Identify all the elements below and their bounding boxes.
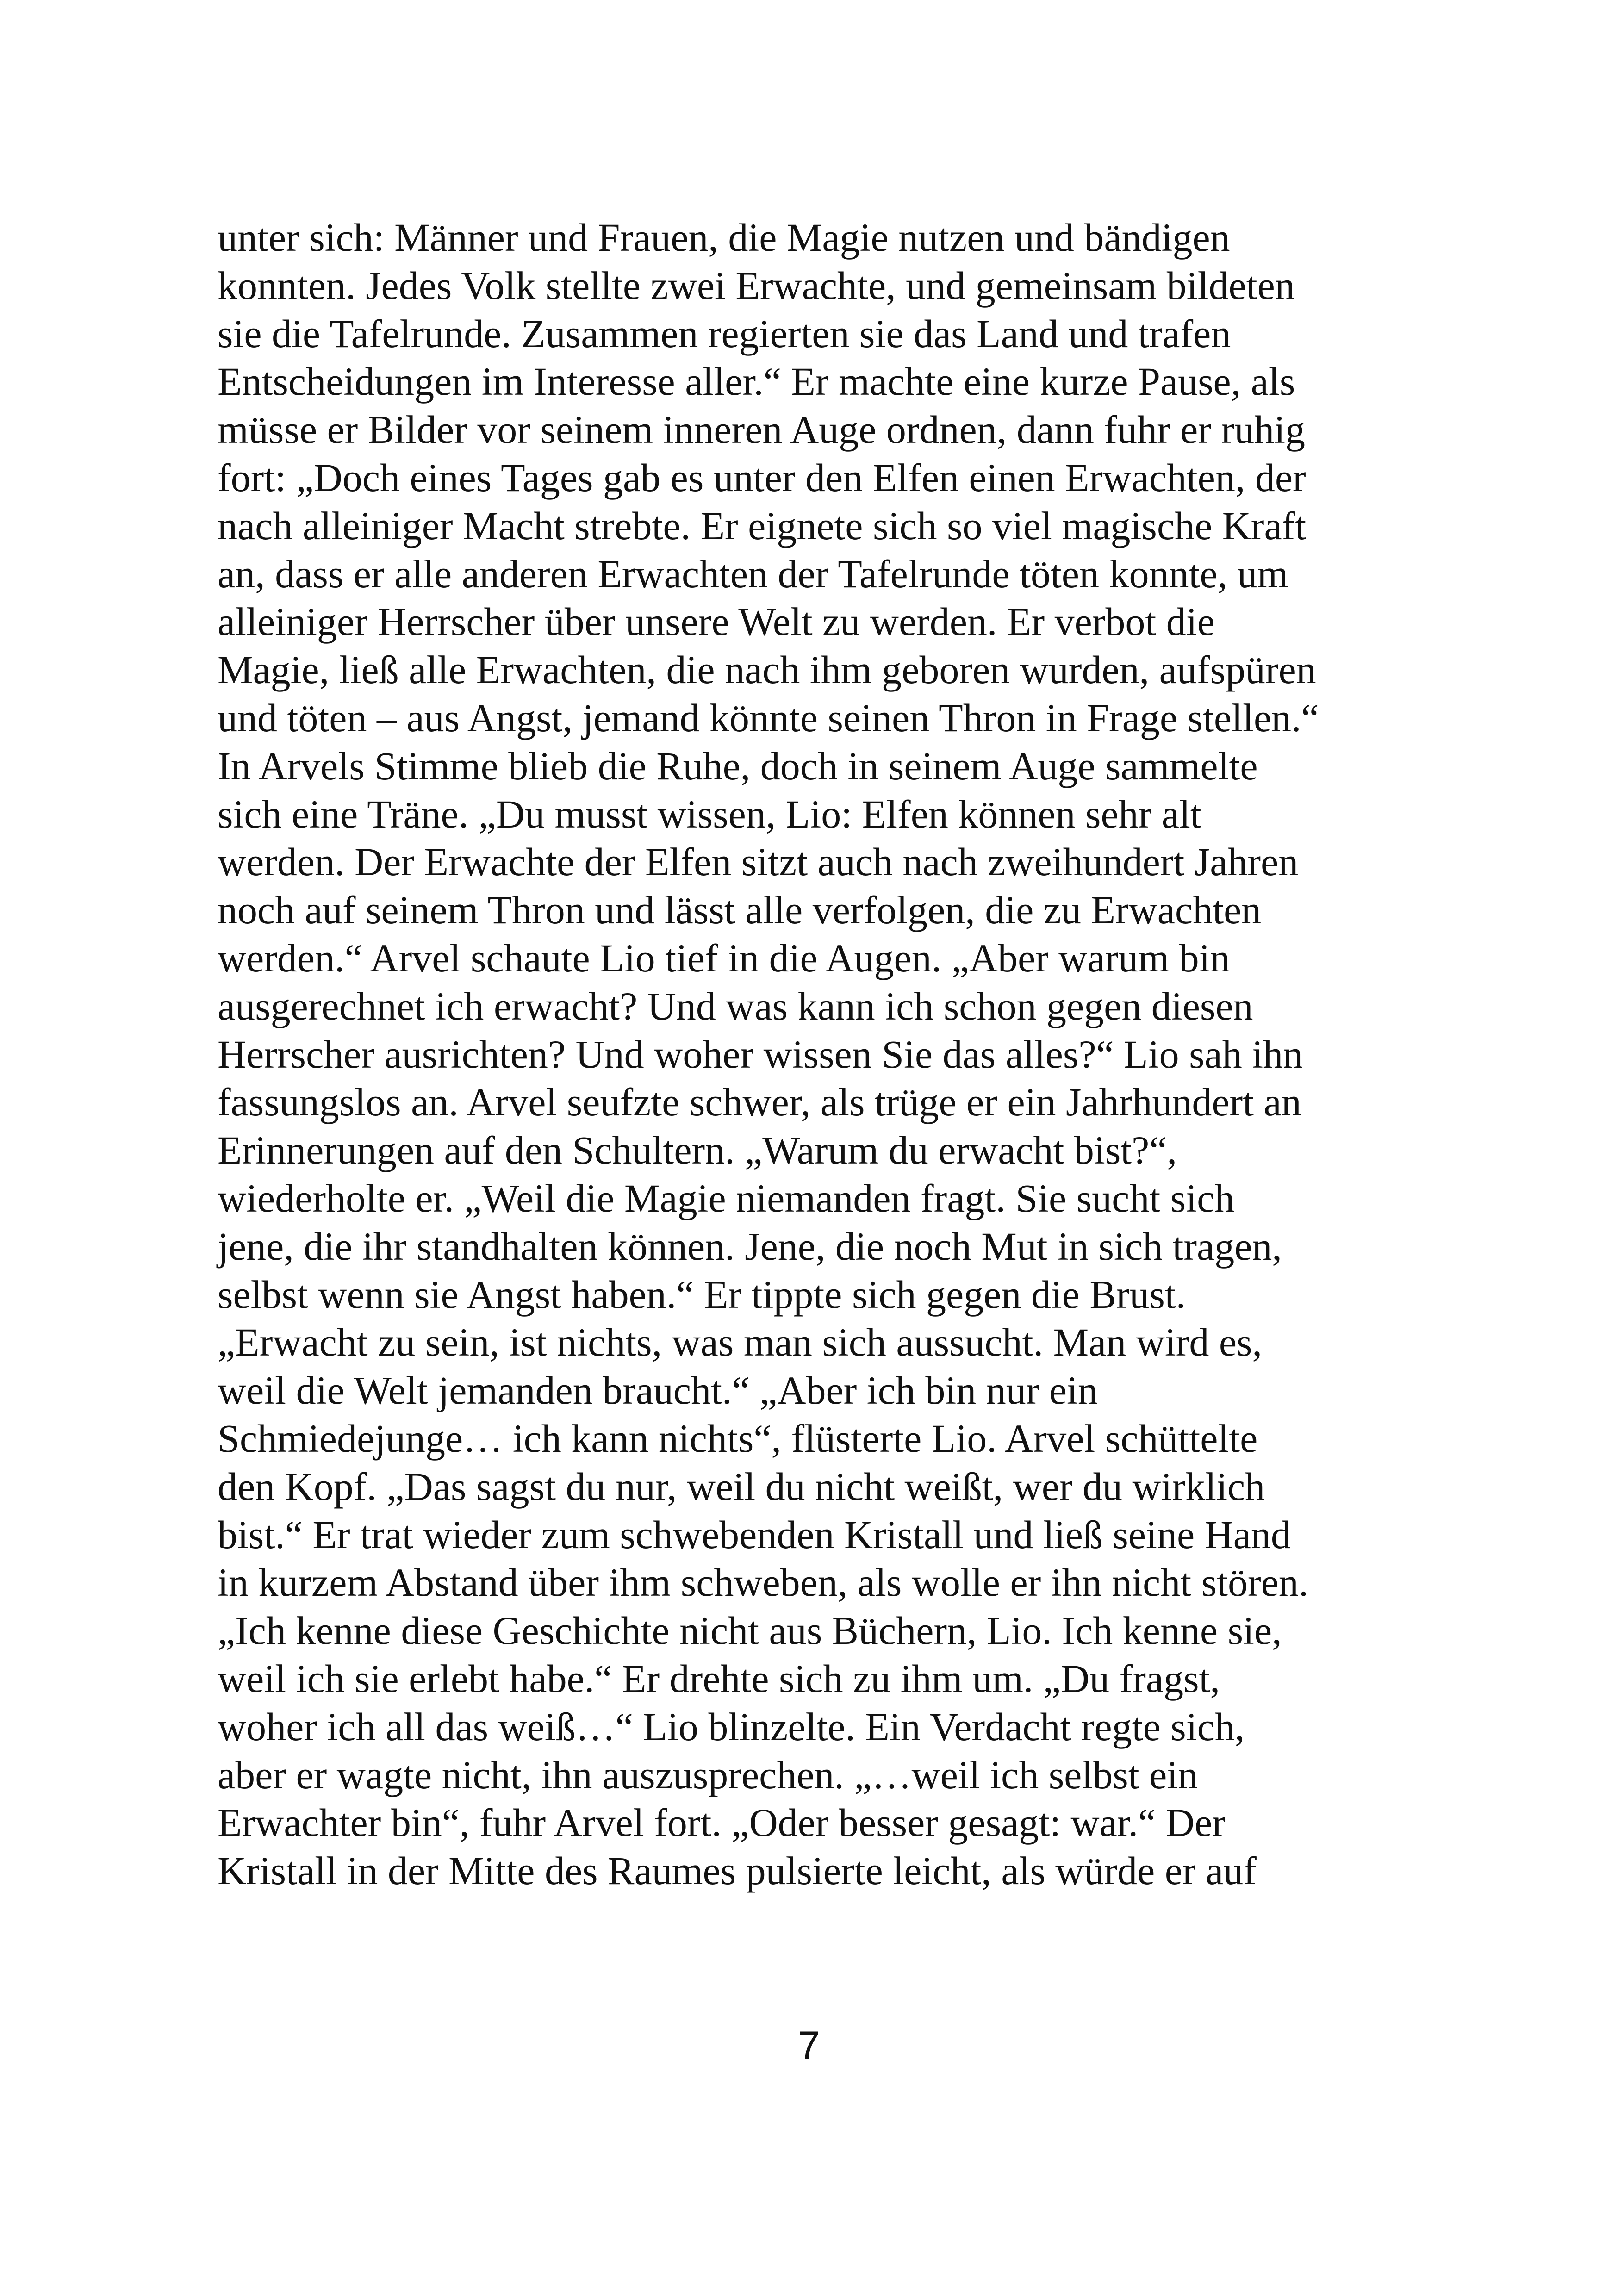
text-line: woher ich all das weiß…“ Lio blinzelte. Ein Verdacht regte sich, (218, 1704, 1245, 1749)
text-line: in kurzem Abstand über ihm schweben, als wolle er ihn nicht stören. (218, 1560, 1309, 1605)
text-line: weil ich sie erlebt habe.“ Er drehte sich zu ihm um. „Du fragst, (218, 1656, 1220, 1701)
text-line: fassungslos an. Arvel seufzte schwer, als trüge er ein Jahrhundert an (218, 1080, 1301, 1125)
text-line: sich eine Träne. „Du musst wissen, Lio: Elfen können sehr alt (218, 791, 1201, 836)
text-line: nach alleiniger Macht strebte. Er eignete sich so viel magische Kraft (218, 503, 1307, 548)
text-line: an, dass er alle anderen Erwachten der Tafelrunde töten konnte, um (218, 551, 1288, 596)
text-line: wiederholte er. „Weil die Magie niemanden fragt. Sie sucht sich (218, 1176, 1235, 1220)
text-line: jene, die ihr standhalten können. Jene, die noch Mut in sich tragen, (218, 1224, 1282, 1269)
page-number: 7 (798, 2023, 820, 2068)
text-line: werden. Der Erwachte der Elfen sitzt auch nach zweihundert Jahren (218, 840, 1299, 884)
text-line: In Arvels Stimme blieb die Ruhe, doch in seinem Auge sammelte (218, 743, 1258, 788)
text-line: aber er wagte nicht, ihn auszusprechen. „…weil ich selbst ein (218, 1752, 1198, 1797)
text-line: den Kopf. „Das sagst du nur, weil du nicht weißt, wer du wirklich (218, 1464, 1265, 1509)
text-line: „Erwacht zu sein, ist nichts, was man sich aussucht. Man wird es, (218, 1320, 1262, 1365)
text-line: Erinnerungen auf den Schultern. „Warum du erwacht bist?“, (218, 1128, 1177, 1173)
text-line: Kristall in der Mitte des Raumes pulsierte leicht, als würde er auf (218, 1848, 1257, 1893)
text-line: weil die Welt jemanden braucht.“ „Aber ich bin nur ein (218, 1368, 1098, 1413)
text-line: müsse er Bilder vor seinem inneren Auge ordnen, dann fuhr er ruhig (218, 407, 1306, 452)
text-line: Schmiedejunge… ich kann nichts“, flüsterte Lio. Arvel schüttelte (218, 1416, 1258, 1461)
text-line: sie die Tafelrunde. Zusammen regierten sie das Land und trafen (218, 311, 1231, 356)
text-line: noch auf seinem Thron und lässt alle verfolgen, die zu Erwachten (218, 888, 1262, 933)
text-line: bist.“ Er trat wieder zum schwebenden Kristall und ließ seine Hand (218, 1512, 1291, 1557)
text-line: selbst wenn sie Angst haben.“ Er tippte sich gegen die Brust. (218, 1272, 1186, 1317)
text-line: Herrscher ausrichten? Und woher wissen Sie das alles?“ Lio sah ihn (218, 1032, 1303, 1076)
body-text (218, 214, 1421, 1895)
text-line: Erwachter bin“, fuhr Arvel fort. „Oder besser gesagt: war.“ Der (218, 1800, 1226, 1845)
text-line: fort: „Doch eines Tages gab es unter den Elfen einen Erwachten, der (218, 455, 1306, 500)
text-line: alleiniger Herrscher über unsere Welt zu werden. Er verbot die (218, 599, 1215, 644)
text-line: Magie, ließ alle Erwachten, die nach ihm geboren wurden, aufspüren (218, 647, 1316, 692)
text-line: und töten – aus Angst, jemand könnte seinen Thron in Frage stellen.“ (218, 695, 1319, 740)
text-line: werden.“ Arvel schaute Lio tief in die Augen. „Aber warum bin (218, 935, 1230, 980)
text-line: Entscheidungen im Interesse aller.“ Er machte eine kurze Pause, als (218, 359, 1295, 404)
text-line: unter sich: Männer und Frauen, die Magie nutzen und bändigen (218, 215, 1230, 260)
text-line: „Ich kenne diese Geschichte nicht aus Büchern, Lio. Ich kenne sie, (218, 1608, 1282, 1653)
text-line: konnten. Jedes Volk stellte zwei Erwachte, und gemeinsam bildeten (218, 263, 1295, 308)
text-line: ausgerechnet ich erwacht? Und was kann ich schon gegen diesen (218, 983, 1253, 1028)
